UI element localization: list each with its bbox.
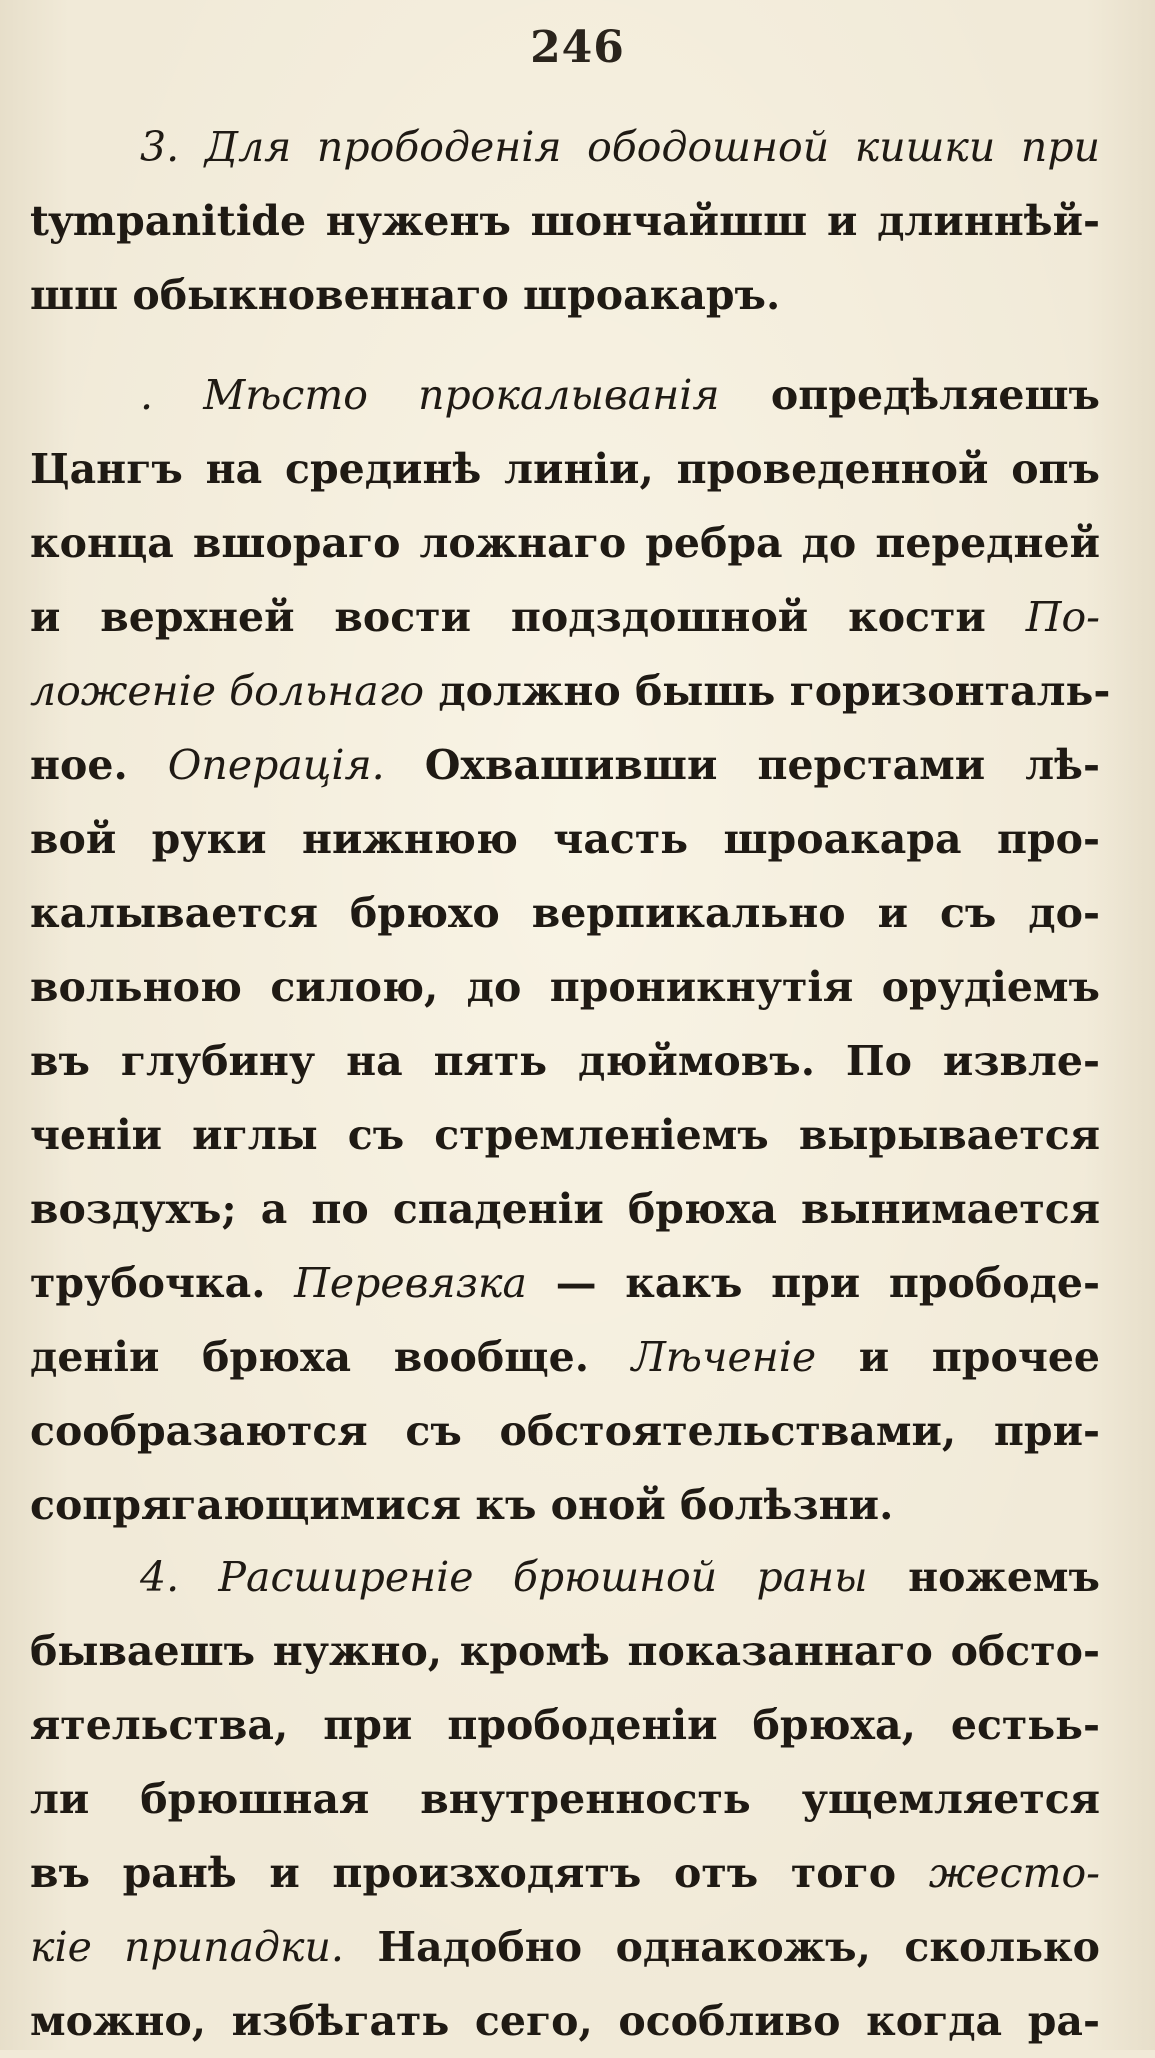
line-segment: По- xyxy=(1025,593,1100,641)
line-segment: опредѣляешъ xyxy=(719,371,1100,419)
line-segment: ножемъ xyxy=(867,1553,1100,1601)
line-segment: въ глубину на пять дюймовъ. По извле- xyxy=(30,1037,1100,1085)
paragraph-line xyxy=(30,1984,1100,2058)
line-segment: кіе припадки. xyxy=(30,1923,344,1971)
paragraph-line xyxy=(30,654,1111,728)
paragraph-line xyxy=(30,1836,1100,1910)
paragraph-line xyxy=(30,184,1100,258)
line-segment: Для прободенія ободошной кишки при xyxy=(204,123,1100,171)
line-segment: конца вшораго ложнаго ребра до передней xyxy=(30,519,1100,567)
line-segment: tympanitide нуженъ шончайшш и длиннѣй- xyxy=(30,197,1100,245)
paragraph-line xyxy=(30,1320,1100,1394)
line-segment: Цангъ на срединѣ линіи, проведенной опъ xyxy=(30,445,1100,493)
line-segment: вой руки нижнюю часть шроакара про- xyxy=(30,815,1100,863)
paragraph-4 xyxy=(30,1540,1100,2058)
line-segment: сообразаются съ обстоятельствами, при- xyxy=(30,1407,1100,1455)
paragraph-line xyxy=(30,950,1100,1024)
line-segment: бываешъ нужно, кромѣ показаннаго обсто- xyxy=(30,1627,1100,1675)
line-segment: деніи брюха вообще. xyxy=(30,1333,632,1381)
line-segment: Операція. xyxy=(167,741,385,789)
line-segment: сопрягающимися къ оной болѣзни. xyxy=(30,1481,894,1529)
line-segment: 4. xyxy=(140,1553,219,1601)
line-segment: и верхней вости подздошной кости xyxy=(30,593,1026,641)
paragraph-line xyxy=(30,1614,1100,1688)
paragraph-line xyxy=(30,1172,1100,1246)
paragraph-line xyxy=(30,728,1100,802)
line-segment: . Мѣсто прокалыванія xyxy=(140,371,720,419)
paragraph-3 xyxy=(30,110,1100,332)
paragraph-line xyxy=(30,1024,1100,1098)
paragraph-line xyxy=(30,1910,1100,1984)
line-segment: жесто- xyxy=(928,1849,1100,1897)
line-segment: должно бышь горизонталь- xyxy=(424,667,1111,715)
line-segment: Расширеніе брюшной раны xyxy=(218,1553,868,1601)
line-segment: ятельства, при прободеніи брюха, естьь- xyxy=(30,1701,1100,1749)
paragraph-line xyxy=(30,1468,1100,1542)
paragraph-line xyxy=(30,358,1100,432)
paragraph-line xyxy=(30,258,1100,332)
line-segment: ное. xyxy=(30,741,168,789)
paragraph-line xyxy=(30,1540,1100,1614)
line-segment: ложеніе больнаго xyxy=(30,667,425,715)
paragraph-line xyxy=(30,506,1100,580)
line-segment: Перевязка xyxy=(294,1259,527,1307)
line-segment: трубочка. xyxy=(30,1259,295,1307)
line-segment: вольною силою, до проникнутія орудіемъ xyxy=(30,963,1100,1011)
paragraph-line xyxy=(30,580,1100,654)
paragraph-line xyxy=(30,802,1100,876)
paragraph-line xyxy=(30,1394,1100,1468)
paragraph-line xyxy=(30,876,1100,950)
paragraph-line xyxy=(30,1098,1100,1172)
page-number: 246 xyxy=(530,22,625,73)
line-segment: Надобно однакожъ, сколько xyxy=(343,1923,1100,1971)
line-segment: въ ранѣ и произходятъ отъ того xyxy=(30,1849,929,1897)
line-segment: — какъ при прободе- xyxy=(526,1259,1100,1307)
paragraph-line xyxy=(30,1688,1100,1762)
line-segment: Лѣченіе xyxy=(631,1333,817,1381)
line-segment: ченіи иглы съ стремленіемъ вырывается xyxy=(30,1111,1100,1159)
paragraph-line xyxy=(30,432,1100,506)
paragraph-line xyxy=(30,1762,1100,1836)
paragraph-line xyxy=(30,1246,1100,1320)
line-segment: 3. xyxy=(140,123,205,171)
paragraph-3-body xyxy=(30,358,1111,1542)
line-segment: Охвашивши перстами лѣ- xyxy=(384,741,1100,789)
line-segment: ли брюшная внутренность ущемляется xyxy=(30,1775,1100,1823)
line-segment: можно, избѣгать сего, особливо когда ра- xyxy=(30,1997,1100,2045)
line-segment: воздухъ; а по спаденіи брюха вынимается xyxy=(30,1185,1100,1233)
line-segment: калывается брюхо верпикально и съ до- xyxy=(30,889,1100,937)
line-segment: шш обыкновеннаго шроакаръ. xyxy=(30,271,781,319)
line-segment: и прочее xyxy=(816,1333,1100,1381)
paragraph-line xyxy=(30,110,1100,184)
